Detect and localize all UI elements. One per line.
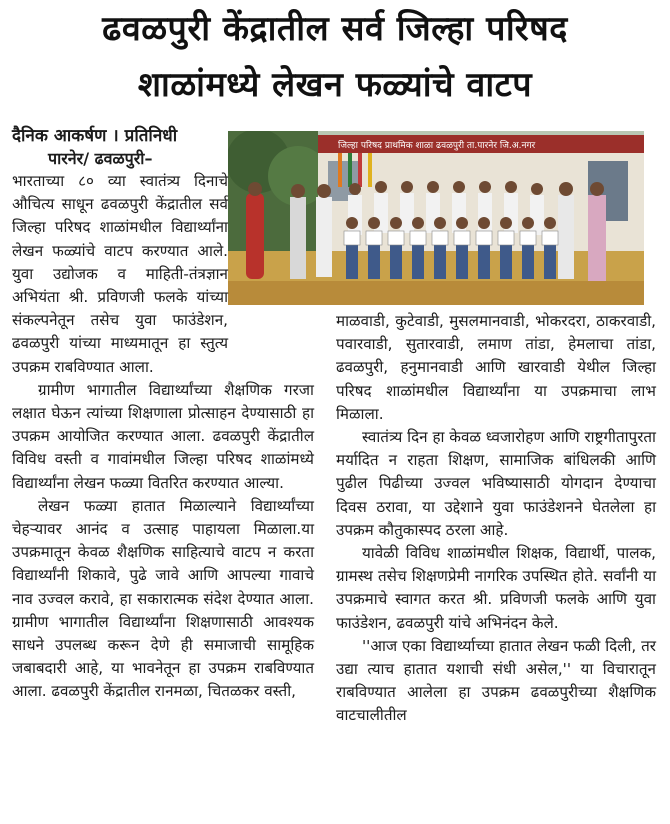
paragraph-left-1: भारताच्या ८० व्या स्वातंत्र्य दिनाचे औचित्य साधून ढवळपुरी केंद्रातील सर्व जिल्हा परिषद शाळांमधील विद्यार्थ्यांना लेखन फळ्यांचे वाटप करण्यात आले. युवा उद्योजक व माहिती-तंत्रज्ञान अभियंता श्री. प्रविणजी फलके यांच्या संकल्पनेतून तसेच युवा फाउंडेशन, ढवळपुरी यांच्या माध्यमातून हा स्तुत्य उपक्रम राबविण्यात आला. xyxy=(12,172,228,376)
byline-source: दैनिक आकर्षण । प्रतिनिधी xyxy=(12,126,178,146)
paragraph-left-2: ग्रामीण भागातील विद्यार्थ्यांच्या शैक्षणिक गरजा लक्षात घेऊन त्यांच्या शिक्षणाला प्रोत्साहन देण्यासाठी हा उपक्रम आयोजित करण्यात आला. ढवळपुरी केंद्रातील विविध वस्ती व गावांमधील जिल्हा परिषद शाळांमध्ये विद्यार्थ्यांना लेखन फळ्या वितरित करण्यात आल्या. xyxy=(12,380,314,492)
paragraph-right-1: माळवाडी, कुटेवाडी, मुसलमानवाडी, भोकरदरा, ठाकरवाडी, पवारवाडी, सुतारवाडी, लमाण तांडा, हेमलाचा तांडा, ढवळपुरी, हनुमानवाडी आणि खारवाडी येथील जिल्हा परिषद शाळांमधील विद्यार्थ्यांना या उपक्रमाचा लाभ मिळाला. xyxy=(336,312,656,423)
article-left-column xyxy=(12,124,314,704)
paragraph-right-3: यावेळी विविध शाळांमधील शिक्षक, विद्यार्थी, पालक, ग्रामस्थ तसेच शिक्षणप्रेमी नागरिक उपस्थित होते. सर्वांनी या उपक्रमाचे स्वागत करत श्री. प्रविणजी फलके आणि युवा फाउंडेशन, ढवळपुरी यांचे अभिनंदन केले. xyxy=(336,544,656,632)
headline-line-1: ढवळपुरी केंद्रातील सर्व जिल्हा परिषद xyxy=(102,9,568,49)
school-banner-text: जिल्हा परिषद प्राथमिक शाळा ढवळपुरी ता.पारनेर जि.अ.नगर xyxy=(338,141,536,151)
paragraph-left-3: लेखन फळ्या हातात मिळाल्याने विद्यार्थ्यांच्या चेहऱ्यावर आनंद व उत्साह पाहायला मिळाला.या उपक्रमातून केवळ शैक्षणिक साहित्याचे वाटप न करता विद्यार्थ्यांनी शिकावे, पुढे जावे आणि आपल्या गावाचे नाव उज्वल करावे, हा सकारात्मक संदेश देण्यात आला. ग्रामीण भागातील विद्यार्थ्यांना शिक्षणासाठी आवश्यक साधने उपलब्ध करून देणे ही समाजाची सामूहिक जबाबदारी आहे, या भावनेतून हा उपक्रम राबविण्यात आला. ढवळपुरी केंद्रातील रानमळा, चितळकर वस्ती, xyxy=(12,496,314,701)
article-right-column xyxy=(336,310,656,728)
paragraph-right-4: ''आज एका विद्यार्थ्याच्या हातात लेखन फळी दिली, तर उद्या त्याच हातात यशाची संधी असेल,'' या विचारातून राबविण्यात आलेला हा उपक्रम ढवळपुरीच्या शैक्षणिक वाटचालीतील xyxy=(336,636,656,725)
headline-line-2: शाळांमध्ये लेखन फळ्यांचे वाटप xyxy=(137,65,533,105)
paragraph-right-2: स्वातंत्र्य दिन हा केवळ ध्वजारोहण आणि राष्ट्रगीतापुरता मर्यादित न राहता शिक्षण, सामाजिक बांधिलकी आणि पुढील पिढीच्या उज्वल भविष्यासाठी योगदान देण्याचा दिवस ठरावा, या उद्देशाने युवा फाउंडेशनने घेतलेला हा उपक्रम कौतुकास्पद ठरला आहे. xyxy=(336,428,656,539)
byline-dateline: पारनेर/ ढवळपुरी– xyxy=(48,149,153,168)
